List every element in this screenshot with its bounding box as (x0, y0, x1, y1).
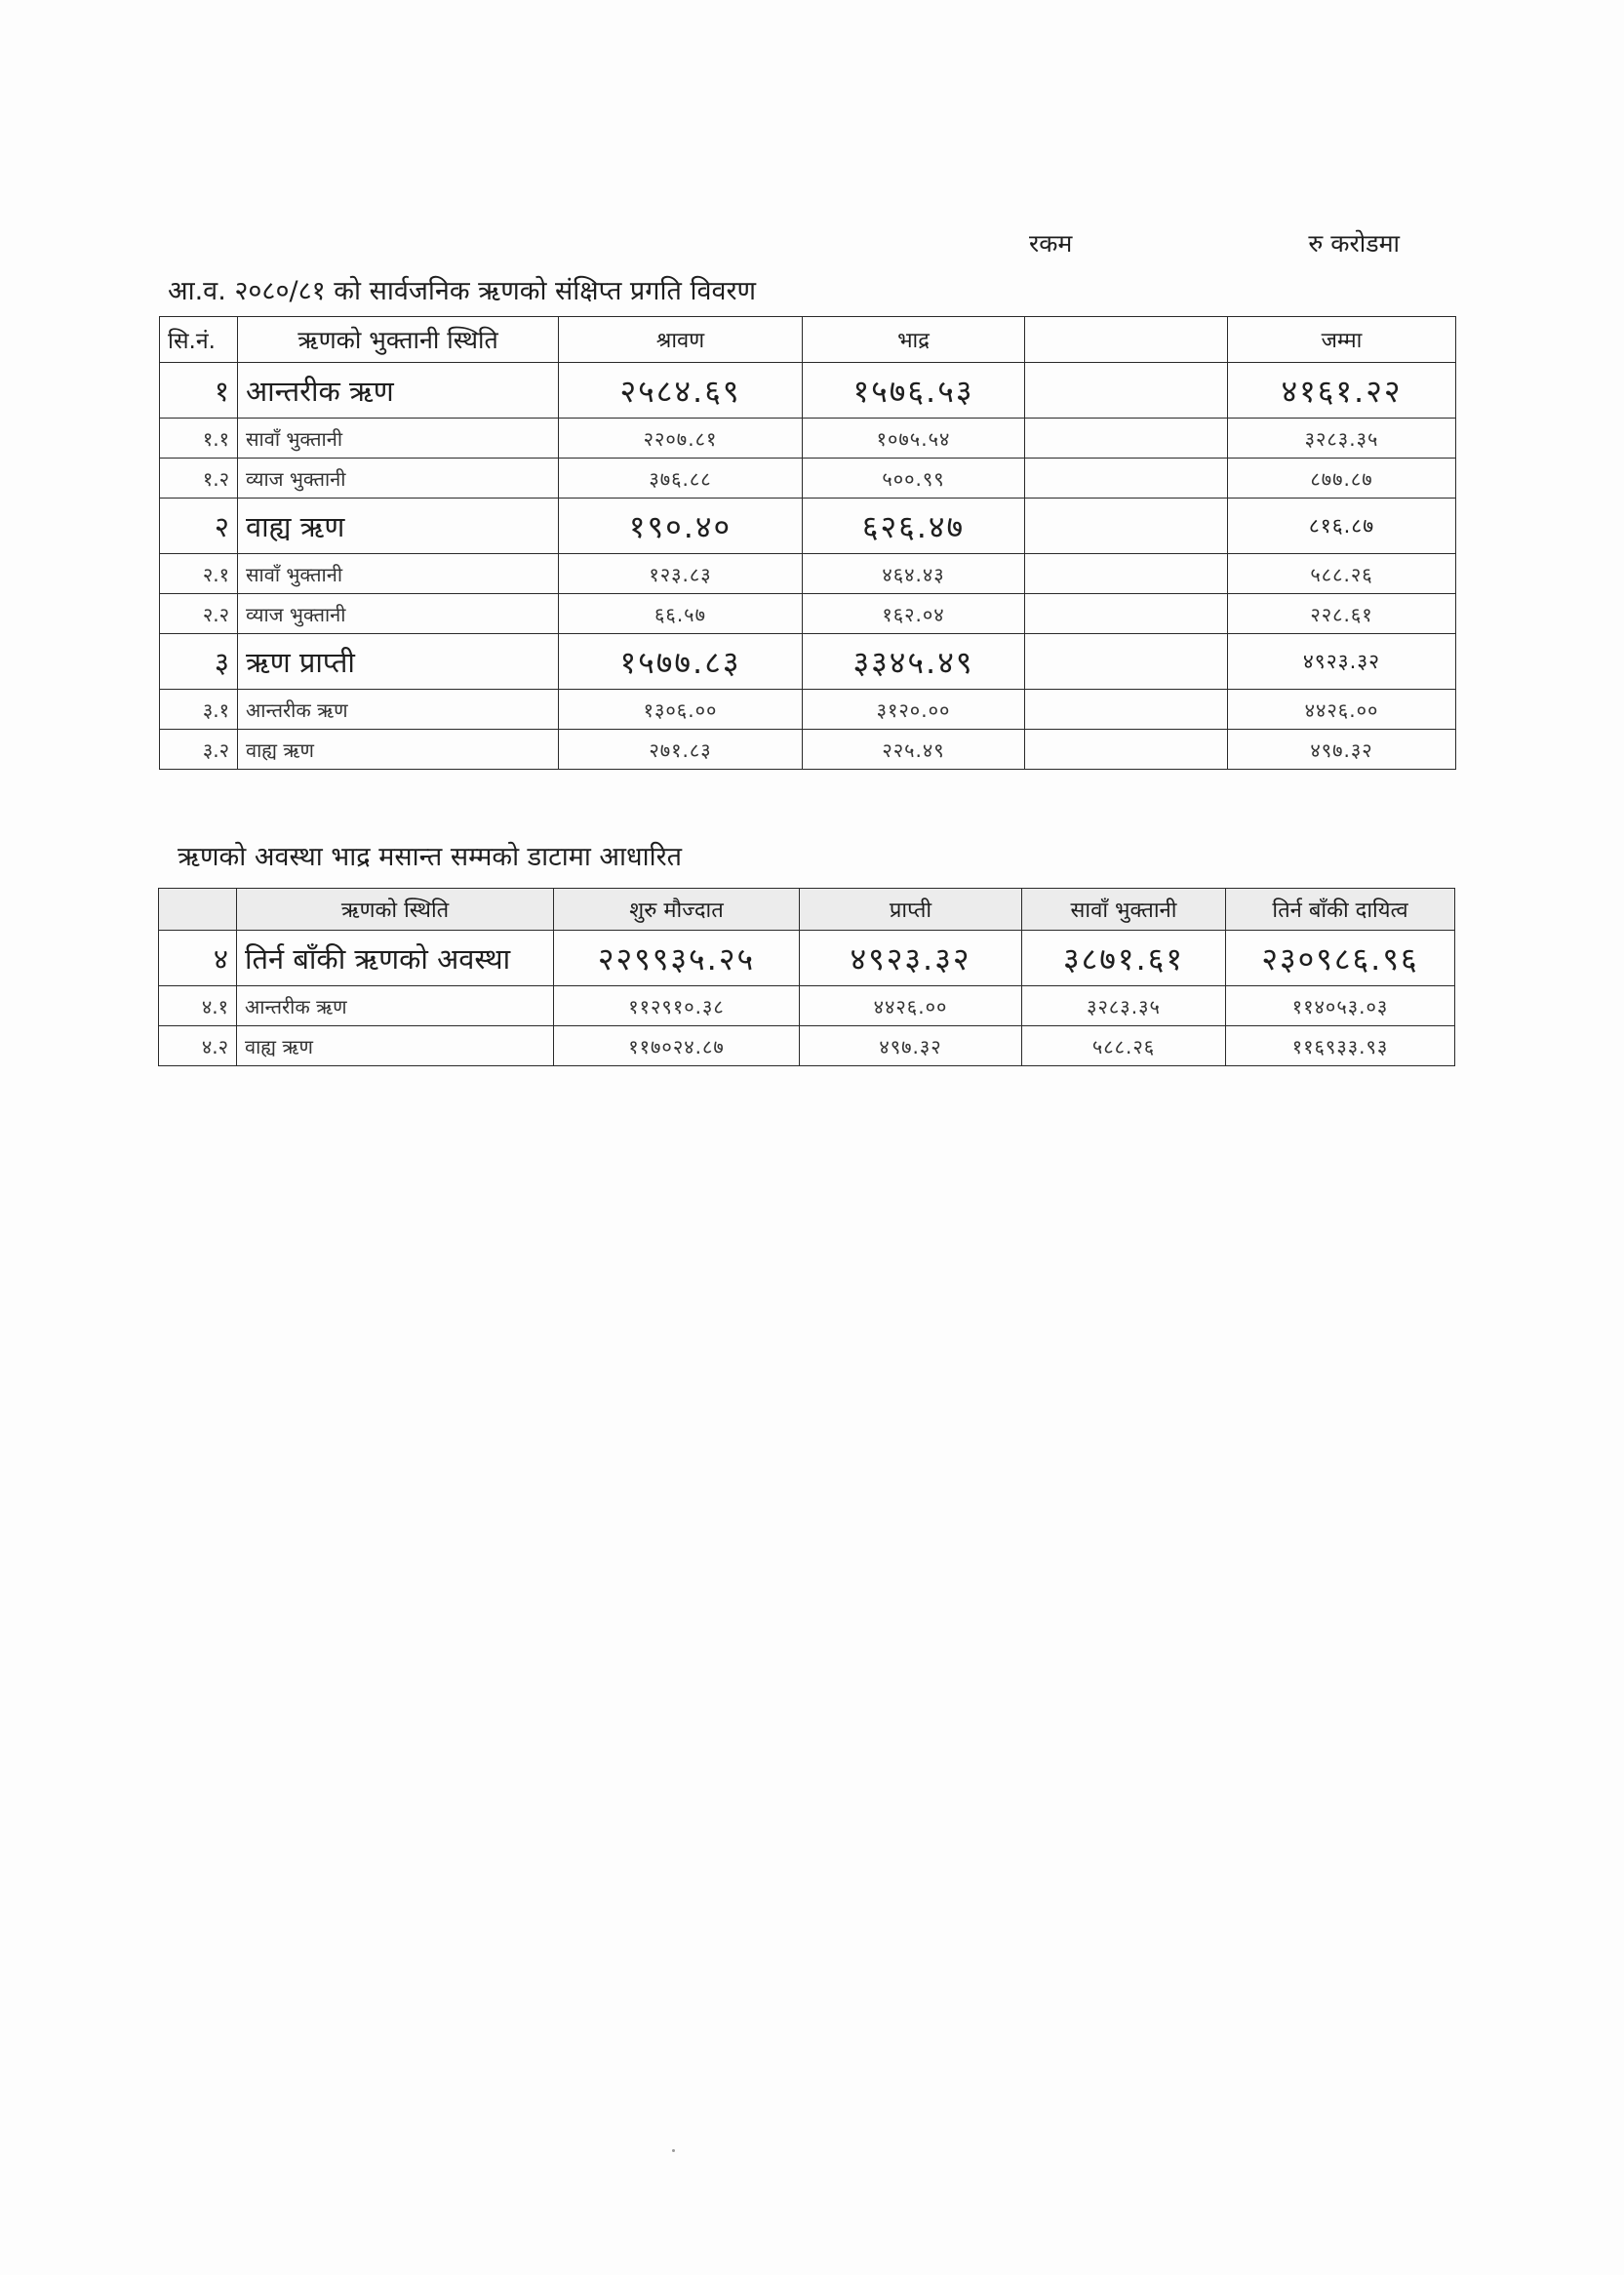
cell-status: आन्तरीक ऋण (238, 690, 559, 730)
cell-status: व्याज भुक्तानी (238, 594, 559, 634)
cell-opening: ११२९१०.३८ (554, 986, 800, 1026)
cell-bhadra: ६२६.४७ (803, 499, 1025, 554)
cell-blank (1025, 459, 1228, 499)
cell-blank (1025, 690, 1228, 730)
cell-status: वाह्य ऋण (238, 499, 559, 554)
col-header-total: जम्मा (1228, 317, 1456, 363)
cell-blank (1025, 594, 1228, 634)
cell-shrawan: २७१.८३ (559, 730, 803, 770)
table-row (159, 931, 1455, 986)
cell-shrawan: १३०६.०० (559, 690, 803, 730)
cell-shrawan: २२०७.८१ (559, 419, 803, 459)
cell-received: ४९७.३२ (800, 1026, 1022, 1066)
cell-bhadra: ३३४५.४९ (803, 634, 1025, 690)
table-row (160, 459, 1456, 499)
cell-blank (1025, 499, 1228, 554)
table-row (160, 690, 1456, 730)
col-header-shrawan: श्रावण (559, 317, 803, 363)
cell-total: ८७७.८७ (1228, 459, 1456, 499)
cell-blank (1025, 634, 1228, 690)
cell-status: वाह्य ऋण (237, 1026, 554, 1066)
col-header-principal: सावाँ भुक्तानी (1022, 889, 1226, 931)
col-header-blank (1025, 317, 1228, 363)
cell-sn: १ (160, 363, 238, 419)
cell-total: २२८.६१ (1228, 594, 1456, 634)
cell-sn: ३ (160, 634, 238, 690)
cell-bhadra: १६२.०४ (803, 594, 1025, 634)
table2-title: ऋणको अवस्था भाद्र मसान्त सम्मको डाटामा आधारित (178, 842, 683, 872)
cell-sn: २.१ (160, 554, 238, 594)
cell-total: ४९७.३२ (1228, 730, 1456, 770)
cell-blank (1025, 363, 1228, 419)
cell-shrawan: १९०.४० (559, 499, 803, 554)
col-header-status: ऋणको भुक्तानी स्थिति (238, 317, 559, 363)
cell-shrawan: २५८४.६९ (559, 363, 803, 419)
cell-principal: ३८७१.६१ (1022, 931, 1226, 986)
cell-shrawan: १५७७.८३ (559, 634, 803, 690)
cell-shrawan: १२३.८३ (559, 554, 803, 594)
col-header-bhadra: भाद्र (803, 317, 1025, 363)
cell-sn: ३.२ (160, 730, 238, 770)
cell-opening: २२९९३५.२५ (554, 931, 800, 986)
cell-bhadra: ३१२०.०० (803, 690, 1025, 730)
table-row (160, 419, 1456, 459)
cell-sn: ३.१ (160, 690, 238, 730)
table-row (160, 730, 1456, 770)
cell-total: ५८८.२६ (1228, 554, 1456, 594)
table2-header-row (159, 889, 1455, 931)
cell-sn: १.१ (160, 419, 238, 459)
cell-opening: ११७०२४.८७ (554, 1026, 800, 1066)
table-row (160, 554, 1456, 594)
amount-label: रकम (1029, 229, 1073, 258)
cell-shrawan: ६६.५७ (559, 594, 803, 634)
cell-sn: ४.२ (159, 1026, 237, 1066)
cell-bhadra: १०७५.५४ (803, 419, 1025, 459)
cell-status: वाह्य ऋण (238, 730, 559, 770)
cell-total: ४९२३.३२ (1228, 634, 1456, 690)
cell-status: सावाँ भुक्तानी (238, 554, 559, 594)
cell-remaining: ११४०५३.०३ (1226, 986, 1455, 1026)
table-row (160, 634, 1456, 690)
col-header-remaining: तिर्न बाँकी दायित्व (1226, 889, 1455, 931)
cell-shrawan: ३७६.८८ (559, 459, 803, 499)
table-row (160, 499, 1456, 554)
table-row (159, 986, 1455, 1026)
table-row (160, 594, 1456, 634)
cell-status: सावाँ भुक्तानी (238, 419, 559, 459)
cell-status: व्याज भुक्तानी (238, 459, 559, 499)
cell-total: ८१६.८७ (1228, 499, 1456, 554)
col-header-sn: सि.नं. (160, 317, 238, 363)
cell-sn: २.२ (160, 594, 238, 634)
cell-principal: ३२८३.३५ (1022, 986, 1226, 1026)
cell-status: तिर्न बाँकी ऋणको अवस्था (237, 931, 554, 986)
cell-principal: ५८८.२६ (1022, 1026, 1226, 1066)
cell-total: ४१६१.२२ (1228, 363, 1456, 419)
cell-received: ४४२६.०० (800, 986, 1022, 1026)
col-header-opening: शुरु मौज्दात (554, 889, 800, 931)
cell-remaining: २३०९८६.९६ (1226, 931, 1455, 986)
debt-status-table (158, 888, 1455, 1066)
table1-title: आ.व. २०८०/८१ को सार्वजनिक ऋणको संक्षिप्त प्रगति विवरण (168, 276, 757, 306)
cell-received: ४९२३.३२ (800, 931, 1022, 986)
cell-status: आन्तरीक ऋण (238, 363, 559, 419)
cell-sn: ४ (159, 931, 237, 986)
col-header-received: प्राप्ती (800, 889, 1022, 931)
cell-status: ऋण प्राप्ती (238, 634, 559, 690)
cell-blank (1025, 419, 1228, 459)
cell-blank (1025, 554, 1228, 594)
cell-sn: २ (160, 499, 238, 554)
cell-bhadra: १५७६.५३ (803, 363, 1025, 419)
cell-bhadra: २२५.४९ (803, 730, 1025, 770)
col-header-status: ऋणको स्थिति (237, 889, 554, 931)
unit-label: रु करोडमा (1308, 229, 1400, 258)
scan-speck (672, 2149, 675, 2152)
cell-remaining: ११६९३३.९३ (1226, 1026, 1455, 1066)
cell-sn: ४.१ (159, 986, 237, 1026)
cell-blank (1025, 730, 1228, 770)
table1-header-row (160, 317, 1456, 363)
table-row (159, 1026, 1455, 1066)
unit-note (1029, 226, 1400, 259)
cell-sn: १.२ (160, 459, 238, 499)
cell-bhadra: ५००.९९ (803, 459, 1025, 499)
cell-bhadra: ४६४.४३ (803, 554, 1025, 594)
cell-total: ४४२६.०० (1228, 690, 1456, 730)
cell-total: ३२८३.३५ (1228, 419, 1456, 459)
col-header-sn (159, 889, 237, 931)
table-row (160, 363, 1456, 419)
debt-progress-table (159, 316, 1456, 770)
cell-status: आन्तरीक ऋण (237, 986, 554, 1026)
